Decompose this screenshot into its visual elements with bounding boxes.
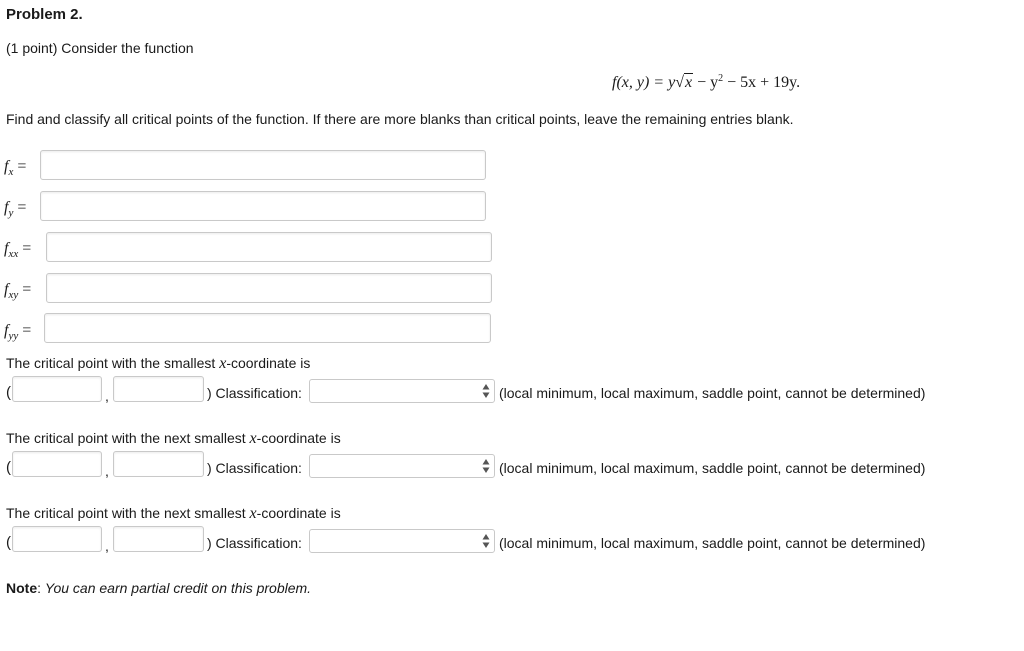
cp2-classification-select[interactable] <box>309 454 495 478</box>
note: Note: You can earn partial credit on this problem. <box>6 580 312 596</box>
cp1-classification-select[interactable] <box>309 379 495 403</box>
cp1-classification-label: ) Classification: <box>207 385 302 401</box>
cp2-x-input[interactable] <box>12 451 102 477</box>
cp1-comma: , <box>105 388 109 404</box>
cp3-comma: , <box>105 538 109 554</box>
fxy-input[interactable] <box>46 273 492 303</box>
cp1-options-hint: (local minimum, local maximum, saddle point, cannot be determined) <box>499 385 926 401</box>
fy-input[interactable] <box>40 191 486 221</box>
formula-rest: − 5x + 19y. <box>723 74 801 91</box>
fxx-input[interactable] <box>46 232 492 262</box>
fyy-input[interactable] <box>44 313 491 343</box>
function-formula <box>612 74 800 92</box>
note-text: You can earn partial credit on this problem. <box>44 580 312 596</box>
cp2-prompt: The critical point with the next smallest x-coordinate is <box>6 430 341 447</box>
cp2-classification-label: ) Classification: <box>207 460 302 476</box>
cp2-open-paren: ( <box>6 459 11 476</box>
cp3-options-hint: (local minimum, local maximum, saddle point, cannot be determined) <box>499 535 926 551</box>
select-arrows-icon <box>482 383 490 399</box>
cp3-open-paren: ( <box>6 534 11 551</box>
cp2-options-hint: (local minimum, local maximum, saddle point, cannot be determined) <box>499 460 926 476</box>
cp3-classification-select[interactable] <box>309 529 495 553</box>
formula-lhs: f(x, y) = y <box>612 74 676 91</box>
cp1-prompt: The critical point with the smallest x-coordinate is <box>6 355 311 372</box>
cp2-y-input[interactable] <box>113 451 204 477</box>
cp3-x-input[interactable] <box>12 526 102 552</box>
instructions: Find and classify all critical points of the function. If there are more blanks than critical points, leave the remaining entries blank. <box>6 111 794 127</box>
cp3-classification-label: ) Classification: <box>207 535 302 551</box>
problem-intro: (1 point) Consider the function <box>6 40 194 56</box>
note-label: Note <box>6 580 38 596</box>
fxy-label: $f_{xy}$ = <box>4 281 32 301</box>
fyy-label: $f_{yy}$ = <box>4 322 32 342</box>
fxx-label: $f_{xx}$ = <box>4 240 32 260</box>
formula-middle: − y <box>693 74 719 91</box>
cp1-y-input[interactable] <box>113 376 204 402</box>
cp3-prompt: The critical point with the next smallest x-coordinate is <box>6 505 341 522</box>
select-arrows-icon <box>482 533 490 549</box>
fx-label: $f_x$ = <box>4 158 27 178</box>
problem-title: Problem 2. <box>6 6 83 23</box>
fx-input[interactable] <box>40 150 486 180</box>
cp1-x-input[interactable] <box>12 376 102 402</box>
formula-power: 2 <box>718 73 724 84</box>
cp1-open-paren: ( <box>6 384 11 401</box>
sqrt-symbol: √x <box>675 74 693 91</box>
fy-label: $f_y$ = <box>4 199 27 219</box>
cp3-y-input[interactable] <box>113 526 204 552</box>
select-arrows-icon <box>482 458 490 474</box>
cp2-comma: , <box>105 463 109 479</box>
